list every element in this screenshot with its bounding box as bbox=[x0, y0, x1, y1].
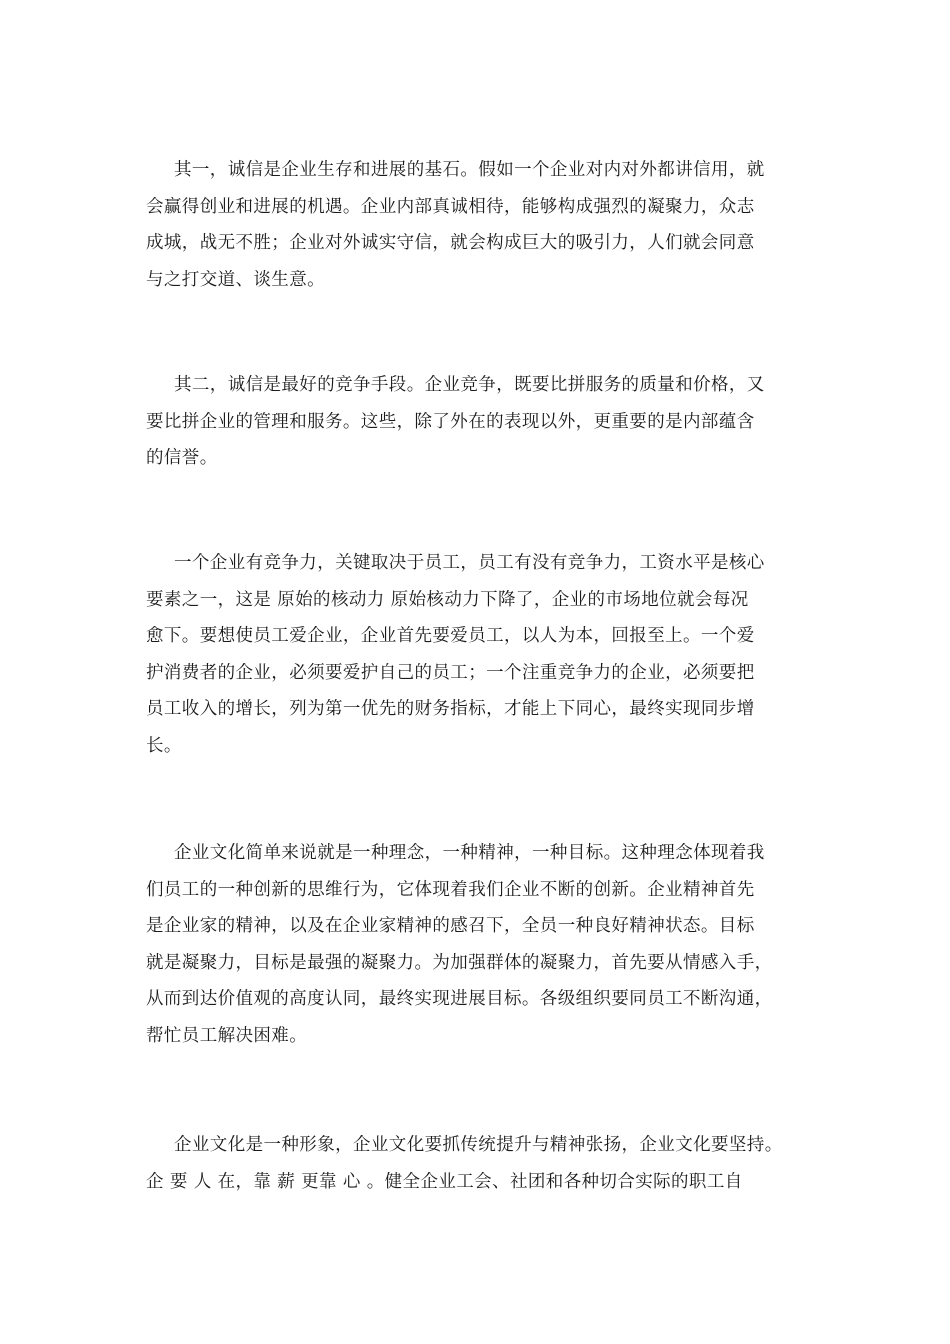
paragraph-line: 成城，战无不胜；企业对外诚实守信，就会构成巨大的吸引力，人们就会同意 bbox=[146, 233, 755, 253]
paragraph-line: 与之打交道、谈生意。 bbox=[146, 269, 325, 290]
paragraph-line: 从而到达价值观的高度认同，最终实现进展目标。各级组织要同员工不断沟通， bbox=[146, 989, 773, 1009]
paragraph-line: 帮忙员工解决困难。 bbox=[146, 1025, 308, 1046]
paragraph-line: 会赢得创业和进展的机遇。企业内部真诚相待，能够构成强烈的凝聚力，众志 bbox=[146, 196, 755, 217]
paragraph-line: 其一，诚信是企业生存和进展的基石。假如一个企业对内对外都讲信用，就 bbox=[174, 160, 765, 180]
paragraph-3 bbox=[146, 545, 816, 764]
paragraph-line: 的信誉。 bbox=[146, 448, 218, 468]
paragraph-line: 长。 bbox=[146, 735, 182, 756]
paragraph-line: 一个企业有竞争力，关键取决于员工，员工有没有竞争力，工资水平是核心 bbox=[174, 553, 765, 573]
paragraph-5 bbox=[146, 1127, 816, 1200]
paragraph-line: 企 要 人 在，靠 薪 更靠 心 。健全企业工会、社团和各种切合实际的职工自 bbox=[146, 1171, 743, 1192]
paragraph-line: 要素之一，这是 原始的核动力 原始核动力下降了，企业的市场地位就会每况 bbox=[146, 589, 749, 610]
paragraph-line: 企业文化是一种形象，企业文化要抓传统提升与精神张扬，企业文化要坚持。 bbox=[174, 1135, 783, 1155]
paragraph-line: 们员工的一种创新的思维行为，它体现着我们企业不断的创新。企业精神首先 bbox=[146, 879, 755, 900]
paragraph-line: 就是凝聚力，目标是最强的凝聚力。为加强群体的凝聚力，首先要从情感入手， bbox=[146, 952, 773, 973]
paragraph-line: 其二，诚信是最好的竞争手段。企业竞争，既要比拼服务的质量和价格，又 bbox=[174, 375, 765, 395]
paragraph-line: 企业文化简单来说就是一种理念，一种精神，一种目标。这种理念体现着我 bbox=[174, 843, 765, 863]
paragraph-line: 员工收入的增长，列为第一优先的财务指标，才能上下同心，最终实现同步增 bbox=[146, 699, 755, 719]
paragraph-1 bbox=[146, 152, 816, 298]
paragraph-4 bbox=[146, 835, 816, 1054]
paragraph-line: 愈下。要想使员工爱企业，企业首先要爱员工，以人为本，回报至上。一个爱 bbox=[146, 626, 755, 646]
paragraph-line: 要比拼企业的管理和服务。这些，除了外在的表现以外，更重要的是内部蕴含 bbox=[146, 411, 755, 432]
paragraph-line: 护消费者的企业，必须要爱护自己的员工；一个注重竞争力的企业，必须要把 bbox=[146, 662, 755, 683]
paragraph-2 bbox=[146, 367, 816, 477]
paragraph-line: 是企业家的精神，以及在企业家精神的感召下，全员一种良好精神状态。目标 bbox=[146, 916, 755, 936]
